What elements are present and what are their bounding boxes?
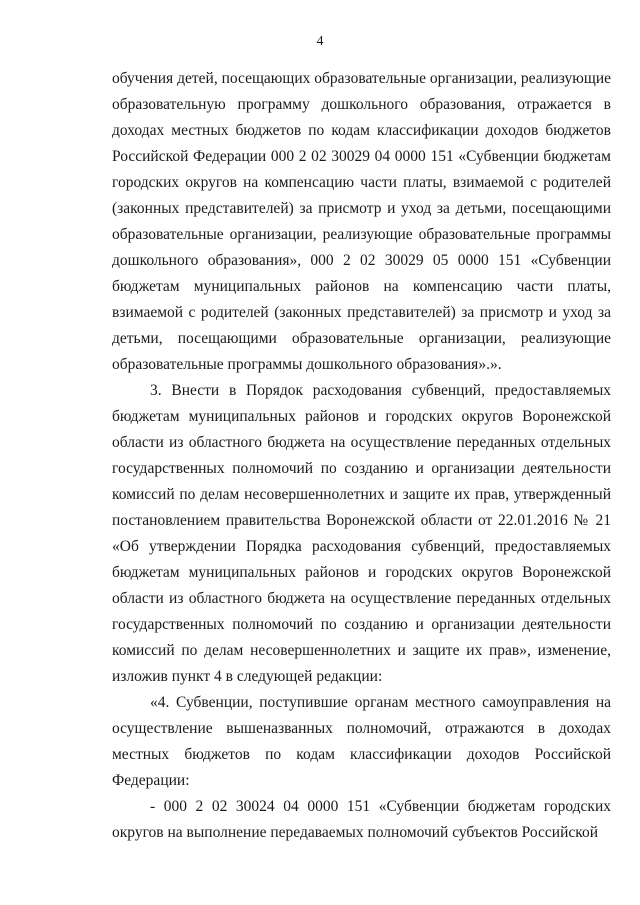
paragraph-item-4-quote: «4. Субвенции, поступившие органам местного самоуправления на осуществление вышеназванных полномочий, отражаются в доходах местных бюджетов по кодам классификации доходов Российской Федерации: <box>112 694 611 789</box>
paragraph-list-item: - 000 2 02 30024 04 0000 151 «Субвенции бюджетам городских округов на выполнение передаваемых полномочий субъектов Российской <box>112 798 611 841</box>
page-number: 4 <box>316 34 324 49</box>
paragraph-continuation: обучения детей, посещающих образовательные организации, реализующие образовательную программу дошкольного образования, отражается в доходах местных бюджетов по кодам классификации доходов бюджетов Российской Федерации 000 2 02 30029 04 0000 151 «Субвенции бюджетам городских округов на компенсацию части платы, взимаемой с родителей (законных представителей) за присмотр и уход за детьми, посещающими образовательные организации, реализующие образовательные программы дошкольного образования», 000 2 02 30029 05 0000 151 «Субвенции бюджетам муниципальных районов на компенсацию части платы, взимаемой с родителей (законных представителей) за присмотр и уход за детьми, посещающими образовательные организации, реализующие образовательные программы дошкольного образования».». <box>112 70 611 373</box>
document-body <box>112 66 611 846</box>
paragraph-item-3: 3. Внести в Порядок расходования субвенций, предоставляемых бюджетам муниципальных районов и городских округов Воронежской области из областного бюджета на осуществление переданных отдельных государственных полномочий по созданию и организации деятельности комиссий по делам несовершеннолетних и защите их прав, утвержденный постановлением правительства Воронежской области от 22.01.2016 № 21 «Об утверждении Порядка расходования субвенций, предоставляемых бюджетам муниципальных районов и городских округов Воронежской области из областного бюджета на осуществление переданных отдельных государственных полномочий по созданию и организации деятельности комиссий по делам несовершеннолетних и защите их прав», изменение, изложив пункт 4 в следующей редакции: <box>112 382 611 685</box>
